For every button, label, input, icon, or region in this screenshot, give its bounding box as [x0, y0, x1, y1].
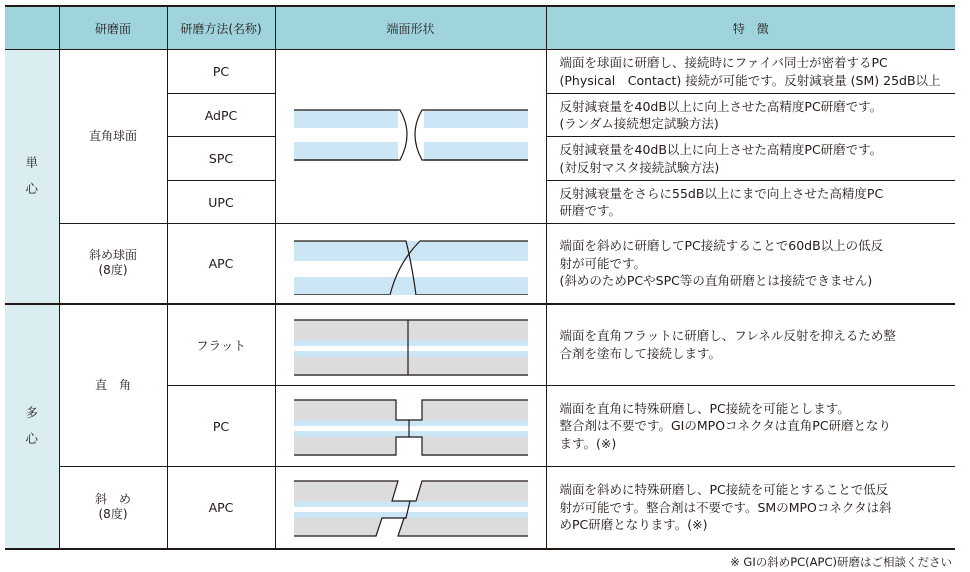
desc-multi-pc	[546, 386, 955, 467]
desc-line: 射が可能です。	[559, 255, 647, 271]
method-multi-apc: APC	[167, 467, 275, 549]
face-angled	[59, 467, 167, 549]
shape-flat	[275, 304, 546, 386]
face-sublabel: (8度)	[98, 263, 128, 278]
face-label: 斜め球面	[88, 248, 137, 263]
desc-line: めPC研磨となります。(※)	[559, 517, 708, 532]
shape-multi-apc	[275, 467, 546, 549]
multi-pc-diagram-icon	[294, 398, 528, 456]
desc-line: (斜めのためPCやSPC等の直角研磨とは接続できません)	[559, 273, 873, 288]
desc-line: 研磨です。	[559, 203, 622, 218]
desc-single-upc	[546, 181, 955, 224]
shape-angled-spherical-apc	[275, 224, 546, 304]
face-label: 直角球面	[88, 129, 137, 143]
desc-line: (Physical Contact) 接続が可能です。反射減衰量 (SM) 25dB以上	[559, 72, 941, 88]
desc-line: 端面を球面に研磨し、接続時にファイバ同士が密着するPC	[559, 55, 888, 70]
shape-multi-pc	[275, 386, 546, 467]
desc-line: 反射減衰量をさらに55dB以上にまで向上させた高精度PC	[559, 185, 884, 201]
desc-multi-flat	[546, 304, 955, 386]
desc-line: (ランダム接続想定試験方法)	[559, 116, 719, 131]
face-right-angle-spherical	[59, 50, 167, 224]
method-pc: PC	[167, 50, 275, 94]
table-row-multi-apc	[5, 467, 955, 549]
angled-apc-diagram-icon	[294, 235, 528, 295]
footnote: ※ GIの斜めPC(APC)研磨はご相談ください	[730, 555, 952, 569]
desc-line: 反射減衰量を40dB以上に向上させた高精度PC研磨です。	[559, 98, 883, 114]
face-label: 斜 め	[94, 492, 131, 507]
face-angled-spherical	[59, 224, 167, 304]
header-row	[5, 6, 955, 50]
header-category	[5, 6, 59, 50]
desc-line: 反射減衰量を40dB以上に向上させた高精度PC研磨です。	[559, 142, 883, 157]
desc-line: 端面を斜めに特殊研磨し、PC接続を可能とすることで低反	[559, 482, 889, 497]
desc-line: 端面を直角フラットに研磨し、フレネル反射を抑えるため整	[559, 328, 896, 344]
category-char: 多	[25, 405, 38, 420]
method-multi-pc: PC	[167, 386, 275, 467]
header-features: 特 徴	[546, 6, 955, 50]
category-char: 心	[25, 181, 38, 197]
flat-diagram-icon	[294, 318, 528, 376]
desc-line: (対反射マスタ接続試験方法)	[559, 159, 720, 175]
method-upc: UPC	[167, 181, 275, 224]
desc-single-pc	[546, 50, 955, 94]
polishing-methods-table	[5, 5, 955, 550]
method-adpc: AdPC	[167, 94, 275, 137]
desc-multi-apc	[546, 467, 955, 549]
desc-line: 合剤を塗布して接続します。	[559, 345, 722, 361]
desc-single-spc	[546, 137, 955, 181]
shape-spherical-pc	[275, 50, 546, 224]
table-row-single-pc	[5, 50, 955, 94]
method-flat: フラット	[167, 304, 275, 386]
method-spc: SPC	[167, 137, 275, 181]
category-char: 心	[25, 431, 38, 446]
category-char: 単	[25, 155, 38, 171]
method-apc: APC	[167, 224, 275, 304]
table-row-multi-flat	[5, 304, 955, 386]
multi-apc-diagram-icon	[294, 479, 528, 537]
desc-single-apc	[546, 224, 955, 304]
face-label: 直 角	[94, 377, 131, 392]
face-sublabel: (8度)	[98, 507, 128, 522]
desc-line: ます。(※)	[559, 435, 617, 451]
desc-line: 端面を直角に特殊研磨し、PC接続を可能とします。	[559, 400, 850, 416]
desc-line: 射が可能です。整合剤は不要です。SMのMPOコネクタは斜	[559, 499, 892, 515]
desc-line: 端面を斜めに研磨してPC接続することで60dB以上の低反	[559, 238, 884, 253]
table-row-single-apc	[5, 224, 955, 304]
desc-single-adpc	[546, 94, 955, 137]
desc-line: 整合剤は不要です。GIのMPOコネクタは直角PC研磨となり	[559, 418, 892, 434]
header-polishing-method: 研磨方法(名称)	[167, 6, 275, 50]
header-polished-face: 研磨面	[59, 6, 167, 50]
face-right-angle	[59, 304, 167, 467]
category-multi-fiber	[5, 304, 59, 549]
header-end-face-shape: 端面形状	[275, 6, 546, 50]
category-single-fiber	[5, 50, 59, 304]
spherical-pc-diagram-icon	[294, 104, 528, 164]
